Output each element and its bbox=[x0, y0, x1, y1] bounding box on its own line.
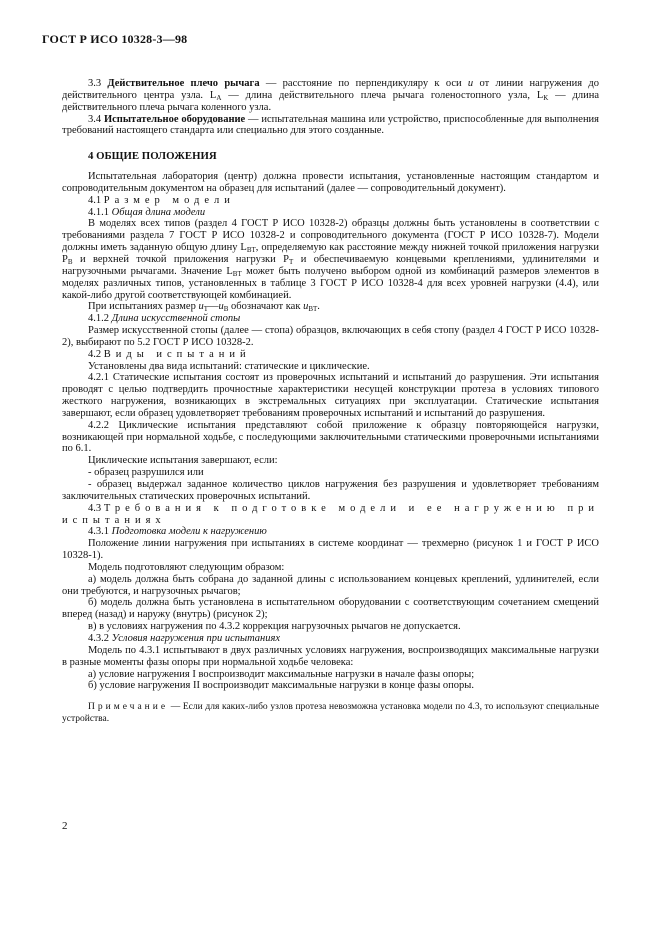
list-item: в) в условиях нагружения по 4.3.2 коррекция нагрузочных рычагов не допускается. bbox=[88, 621, 461, 633]
term-test-equipment: Испытательное оборудование bbox=[103, 113, 246, 125]
term-lever-arm: Действительное плечо рычага bbox=[107, 78, 260, 89]
subsection-4-3-1-heading: 4.3.1 Подготовка модели к нагружению bbox=[88, 526, 267, 538]
list-item: б) модель должна быть установлена в испытательном оборудовании с соответствующим сочетанием смещений вперед (назад) и наружу (внутрь) (рисунок 2); bbox=[62, 597, 599, 621]
list-item: - образец разрушился или bbox=[88, 467, 204, 479]
note: Примечание — Если для каких-либо узлов протеза невозможна установка модели по 4.3, то используют специальные устройства. bbox=[62, 702, 599, 724]
list-item: а) модель должна быть собрана до заданной длины с использованием концевых креплений, удлинителей, если они требуются, и нагрузочных рычагов; bbox=[62, 573, 599, 597]
paragraph-4-3-1-prep: Модель подготовляют следующим образом: bbox=[88, 561, 285, 573]
paragraph-4-3-2: Модель по 4.3.1 испытывают в двух различных условиях нагружения, воспроизводящих максимальные нагрузки в разные моменты фазы опоры при нормальной ходьбе человека: bbox=[62, 644, 599, 668]
paragraph-4-1-2: Размер искусственной стопы (далее — стопа) образцов, включающих в себя стопу (раздел 4 ГОСТ Р ИСО 10328-2), выбирают по 5.2 ГОСТ Р ИСО 10328-2. bbox=[62, 325, 599, 348]
subsection-4-1-heading: 4.1 Размер модели bbox=[88, 194, 235, 206]
paragraph-4-1-1: В моделях всех типов (раздел 4 ГОСТ Р ИСО 10328-2) образцы должны быть установлены в соответствии с требованиями раздела 7 ГОСТ Р ИСО 10328-2 и сопроводительного документа (ГОСТ Р ИСО 10328-7). Модели должны иметь заданную общую длину $L_{BT}$, определяемую как расстояние между нижней точкой приложения нагрузки $P_B$ и верхней точкой приложения нагрузки $P_T$ и обеспечиваемую концевыми креплениями, удлинителями и нагрузочными рычагами. Значение $L_{BT}$ может быть получено выбором одной из комбинаций размеров элементов в моделях различных типов, установленных в таблице 3 ГОСТ Р ИСО 10328-4 для всех уровней нагрузки (4.4), или какой-либо другой соответствующей комбинацией. bbox=[62, 218, 599, 301]
document-body bbox=[62, 78, 599, 725]
definition-3-4: 3.4 Испытательное оборудование — испытательная машина или устройство, приспособленные для выполнения требований настоящего стандарта или специально для этого созданные. bbox=[62, 113, 600, 137]
section-4-heading: 4 ОБЩИЕ ПОЛОЖЕНИЯ bbox=[88, 150, 217, 163]
subsection-4-1-1-heading: 4.1.1 Общая длина модели bbox=[88, 206, 206, 218]
paragraph-4-3-1: Положение линии нагружения при испытаниях в системе координат — трехмерно (рисунок 1 и ГОСТ Р ИСО 10328-1). bbox=[62, 538, 599, 562]
paragraph-4-1-1-size: При испытаниях размер $u_T—u_B$ обозначают как $u_{BT}$. bbox=[88, 301, 320, 314]
definition-3-3: 3.3 Действительное плечо рычага — расстояние по перпендикуляру к оси u от линии нагружения до действительного центра узла. $L_A$ — длина действительного плеча рычага голеностопного узла, $L_K$ — длина действительного плеча рычага коленного узла. bbox=[62, 78, 600, 113]
page-number: 2 bbox=[62, 820, 68, 832]
subsection-4-3-heading: 4.3 Требования к подготовке модели и ее нагружению при испытаниях bbox=[62, 502, 599, 526]
note-label: Примечание bbox=[88, 702, 169, 713]
subsection-4-1-2-heading: 4.1.2 Длина искусственной стопы bbox=[88, 313, 241, 325]
list-item: а) условие нагружения I воспроизводит максимальные нагрузки в начале фазы опоры; bbox=[88, 668, 475, 680]
paragraph-4-2-1: 4.2.1 Статические испытания состоят из проверочных испытаний и испытаний до разрушения. Эти испытания проводят с целью подтвердить прочностные характеристики несущей конструкции протеза в условиях типового жесткого нагружения, возникающих в экстремальных ситуациях при эксплуатации. Статические испытания завершают, если образец удовлетворяет требованиям проверочных испытаний и испытаний до разрушения. bbox=[62, 372, 599, 419]
subsection-4-2-heading: 4.2 Виды испытаний bbox=[88, 348, 251, 360]
section-4-intro: Испытательная лаборатория (центр) должна провести испытания, установленные настоящим стандартом и сопроводительным документом на образец для испытаний (далее — сопроводительный документ). bbox=[62, 171, 599, 194]
document-header: ГОСТ Р ИСО 10328-3—98 bbox=[42, 32, 188, 46]
paragraph-4-2: Установлены два вида испытаний: статические и циклические. bbox=[88, 360, 370, 372]
paragraph-4-2-2-end: Циклические испытания завершают, если: bbox=[88, 455, 278, 467]
list-item: б) условие нагружения II воспроизводит максимальные нагрузки в конце фазы опоры. bbox=[88, 680, 474, 692]
paragraph-4-2-2: 4.2.2 Циклические испытания представляют собой приложение к образцу повторяющейся нагрузки, возникающей при нормальной ходьбе, с последующими заключительными статическими проверочными испытаниями по 6.1. bbox=[62, 419, 599, 455]
list-item: - образец выдержал заданное количество циклов нагружения без разрушения и удовлетворяет требованиям заключительных статических проверочных испытаний. bbox=[62, 479, 599, 502]
subsection-4-3-2-heading: 4.3.2 Условия нагружения при испытаниях bbox=[88, 632, 281, 644]
